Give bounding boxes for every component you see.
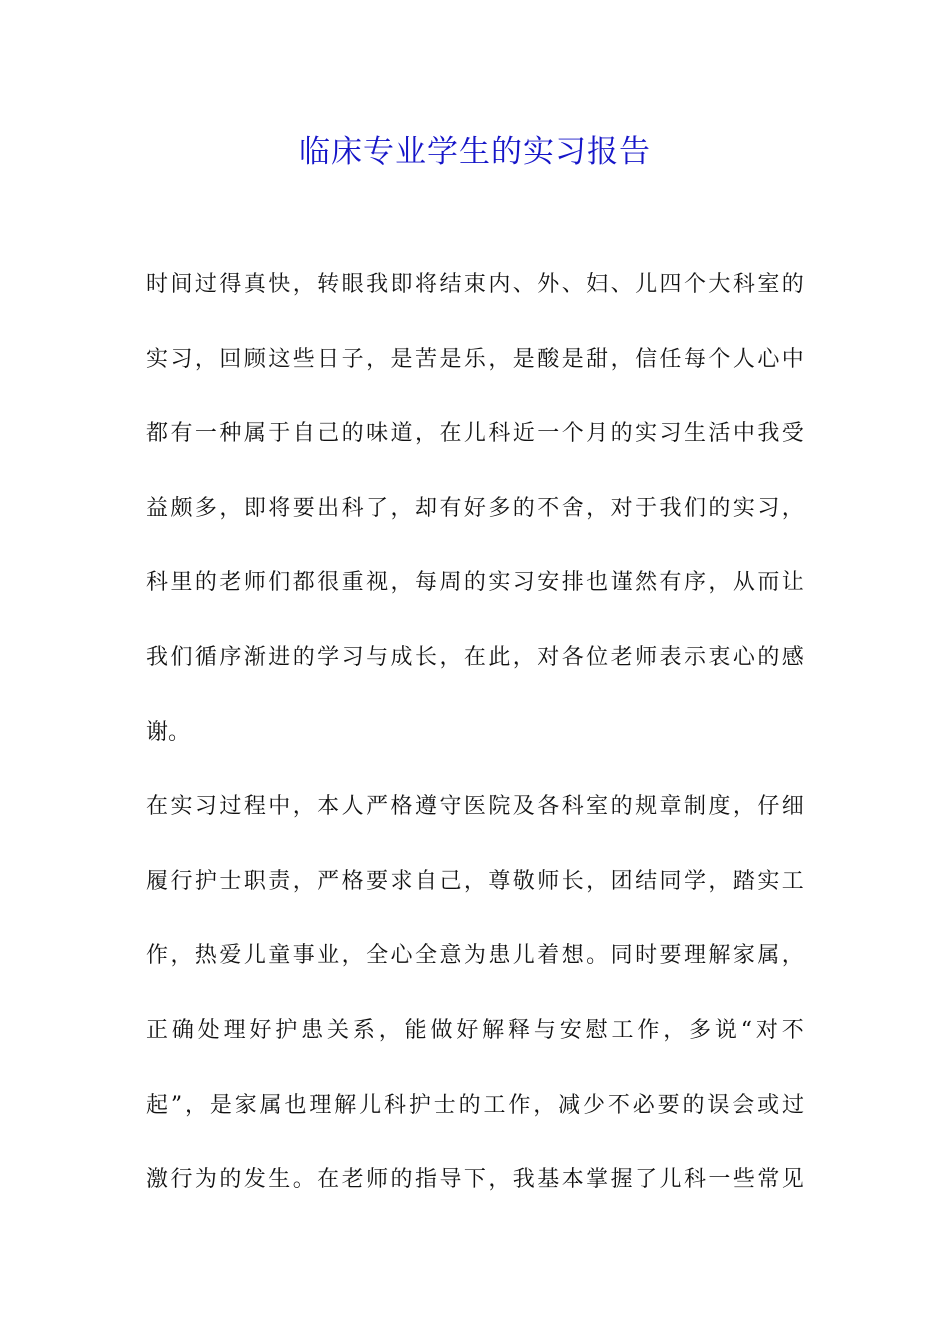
text-line: 时 间 过 得 真 快 ， 转 眼 我 即 将 结 束 内 、 外 、 妇 、 儿 四 个 大 科 室 的 xyxy=(146,272,804,297)
text-line: 谢 。 xyxy=(146,719,191,745)
text-line: 履 行 护 士 职 责 ， 严 格 要 求 自 己 ， 尊 敬 师 长 ， 团 结 同 学 ， 踏 实 工 xyxy=(146,868,804,894)
text-line: 实 习 ， 回 顾 这 些 日 子 ， 是 苦 是 乐 ， 是 酸 是 甜 ， 信 任 每 个 人 心 中 xyxy=(146,346,804,372)
text-line: 正 确 处 理 好 护 患 关 系 ， 能 做 好 解 释 与 安 慰 工 作 ， 多 说 “ 对 不 xyxy=(146,1017,804,1043)
text-line: 我 们 循 序 渐 进 的 学 习 与 成 长 ， 在 此 ， 对 各 位 老 师 表 示 衷 心 的 感 xyxy=(146,644,804,670)
text-line: 起 ” ， 是 家 属 也 理 解 儿 科 护 士 的 工 作 ， 减 少 不 必 要 的 误 会 或 过 xyxy=(146,1092,804,1118)
text-line: 科 里 的 老 师 们 都 很 重 视 ， 每 周 的 实 习 安 排 也 谨 然 有 序 ， 从 而 让 xyxy=(146,570,804,596)
document-title: 临床专业学生的实习报告 xyxy=(299,134,651,170)
text-line: 都 有 一 种 属 于 自 己 的 味 道 ， 在 儿 科 近 一 个 月 的 实 习 生 活 中 我 受 xyxy=(146,421,804,447)
text-line: 在 实 习 过 程 中 ， 本 人 严 格 遵 守 医 院 及 各 科 室 的 规 章 制 度 ， 仔 细 xyxy=(146,794,804,820)
text-line: 益 颇 多 ， 即 将 要 出 科 了 ， 却 有 好 多 的 不 舍 ， 对 于 我 们 的 实 习 ， xyxy=(146,495,804,521)
text-line: 激 行 为 的 发 生 。 在 老 师 的 指 导 下 ， 我 基 本 掌 握 了 儿 科 一 些 常 见 xyxy=(146,1167,804,1193)
text-line: 作 ， 热 爱 儿 童 事 业 ， 全 心 全 意 为 患 儿 着 想 。 同 时 要 理 解 家 属 ， xyxy=(146,943,804,969)
document-body xyxy=(146,261,804,1231)
